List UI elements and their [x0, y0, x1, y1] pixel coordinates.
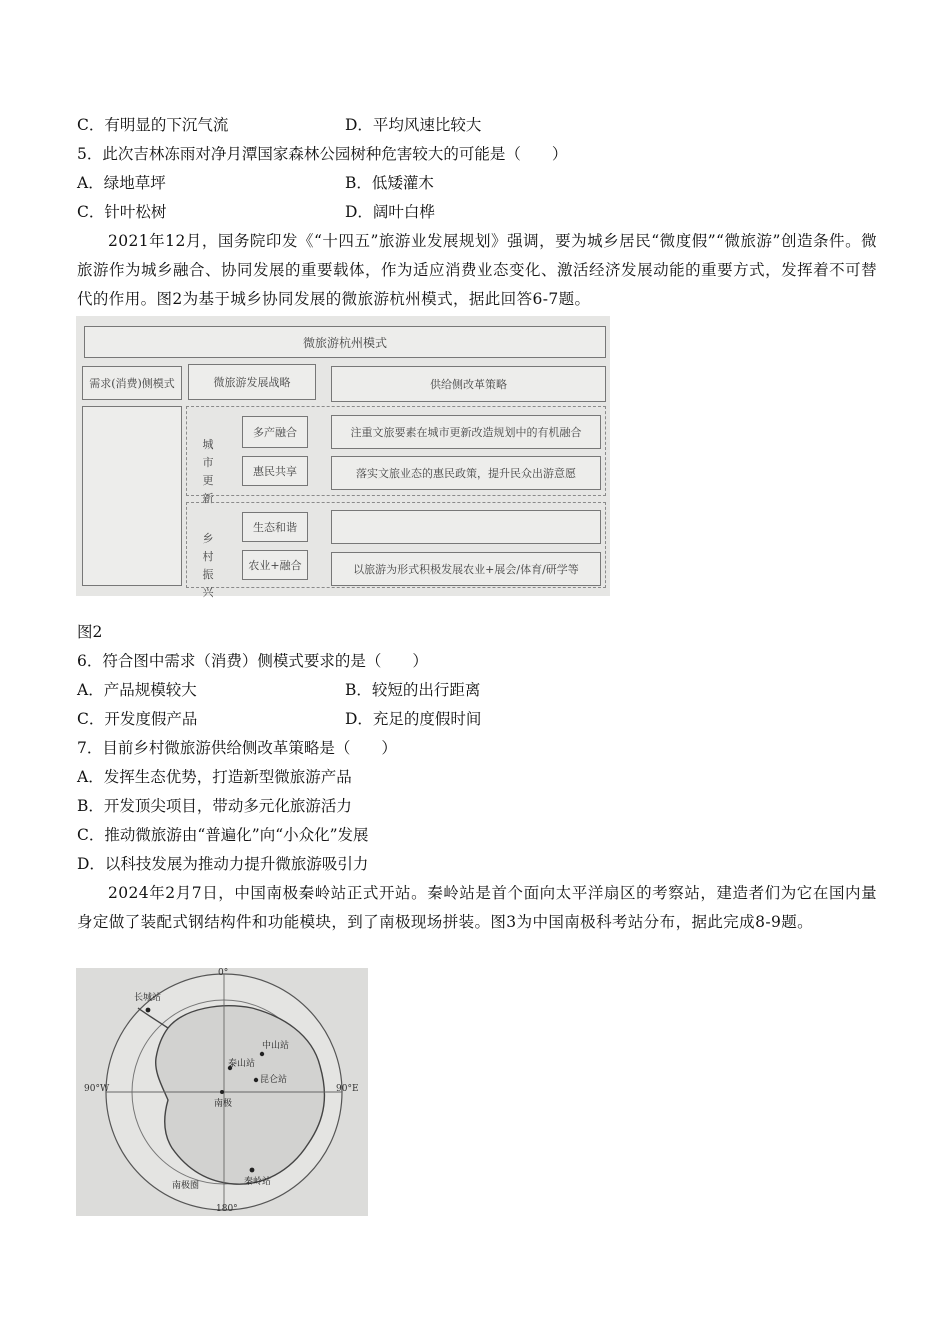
q7-option-a: A．发挥生态优势，打造新型微旅游产品 — [77, 768, 352, 786]
fig2-tag-agri-fusion: 农业+融合 — [242, 550, 308, 580]
q4-option-c: C．有明显的下沉气流 — [77, 116, 229, 134]
figure-2-diagram — [76, 316, 610, 599]
figure-3-antarctica-map — [76, 968, 368, 1216]
q7-stem: 7．目前乡村微旅游供给侧改革策略是（ ） — [77, 739, 397, 757]
q7-option-d: D．以科技发展为推动力提升微旅游吸引力 — [77, 855, 369, 873]
passage-qinling-station: 2024年2月7日，中国南极秦岭站正式开站。秦岭站是首个面向太平洋扇区的考察站，建造者们为它在国内量身定做了装配式钢结构件和功能模块，到了南极现场拼装。图3为中国南极科考站分布，据此完成8-9题。 — [77, 884, 877, 931]
station-qinling: 秦岭站 — [244, 1177, 272, 1187]
q5-stem: 5．此次吉林冻雨对净月潭国家森林公园树种危害较大的可能是（ ） — [77, 145, 568, 163]
q6-option-c: C．开发度假产品 — [77, 710, 198, 728]
q7-option-c: C．推动微旅游由“普遍化”向“小众化”发展 — [77, 826, 369, 844]
passage-micro-tourism: 2021年12月，国务院印发《“十四五”旅游业发展规划》强调，要为城乡居民“微度假”“微旅游”创造条件。微旅游作为城乡融合、协同发展的重要载体，作为适应消费业态变化、激活经济发展动能的重要方式，发挥着不可替代的作用。图2为基于城乡协同发展的微旅游杭州模式，据此回答6-7题。 — [77, 232, 877, 308]
figure-2-caption: 图2 — [77, 623, 103, 641]
fig2-supply-3-blank — [331, 510, 601, 544]
fig2-strategy: 微旅游发展战略 — [188, 364, 316, 400]
fig2-supply-side: 供给侧改革策略 — [331, 366, 606, 402]
q6-option-b: B．较短的出行距离 — [345, 681, 481, 699]
fig2-tag-eco-harmony: 生态和谐 — [242, 512, 308, 542]
station-taishan: 泰山站 — [228, 1059, 256, 1069]
antarctica-map-svg — [76, 968, 368, 1216]
fig2-demand-empty-box — [82, 406, 182, 586]
q6-stem: 6．符合图中需求（消费）侧模式要求的是（ ） — [77, 652, 428, 670]
q5-option-c: C．针叶松树 — [77, 203, 167, 221]
fig2-demand-side: 需求(消费)侧模式 — [82, 366, 182, 400]
fig2-rural-label: 乡村振兴 — [202, 532, 214, 599]
q5-option-a: A．绿地草坪 — [77, 174, 166, 192]
label-90e: 90°E — [336, 1084, 359, 1094]
q5-option-d: D．阔叶白桦 — [345, 203, 435, 221]
fig2-tag-benefit-sharing: 惠民共享 — [242, 456, 308, 486]
fig2-supply-1: 注重文旅要素在城市更新改造规划中的有机融合 — [331, 415, 601, 449]
q5-option-b: B．低矮灌木 — [345, 174, 434, 192]
fig2-supply-2: 落实文旅业态的惠民政策，提升民众出游意愿 — [331, 456, 601, 490]
label-90w: 90°W — [84, 1084, 110, 1094]
fig2-title-box: 微旅游杭州模式 — [84, 326, 606, 358]
q6-option-a: A．产品规模较大 — [77, 681, 197, 699]
label-antarctic-circle: 南极圈 — [172, 1181, 200, 1191]
label-south-pole: 南极 — [214, 1099, 233, 1109]
station-changcheng: 长城站 — [134, 993, 162, 1003]
fig2-tag-industry-fusion: 多产融合 — [242, 416, 308, 448]
fig2-city-label: 城市更新 — [202, 438, 214, 505]
station-kunlun: 昆仑站 — [260, 1075, 288, 1085]
q4-option-d: D．平均风速比较大 — [345, 116, 482, 134]
q6-option-d: D．充足的度假时间 — [345, 710, 482, 728]
q7-option-b: B．开发顶尖项目，带动多元化旅游活力 — [77, 797, 352, 815]
station-zhongshan: 中山站 — [262, 1041, 290, 1051]
fig2-supply-4: 以旅游为形式积极发展农业+展会/体育/研学等 — [331, 552, 601, 586]
label-180: 180° — [216, 1204, 238, 1214]
label-0-degree: 0° — [218, 968, 229, 978]
